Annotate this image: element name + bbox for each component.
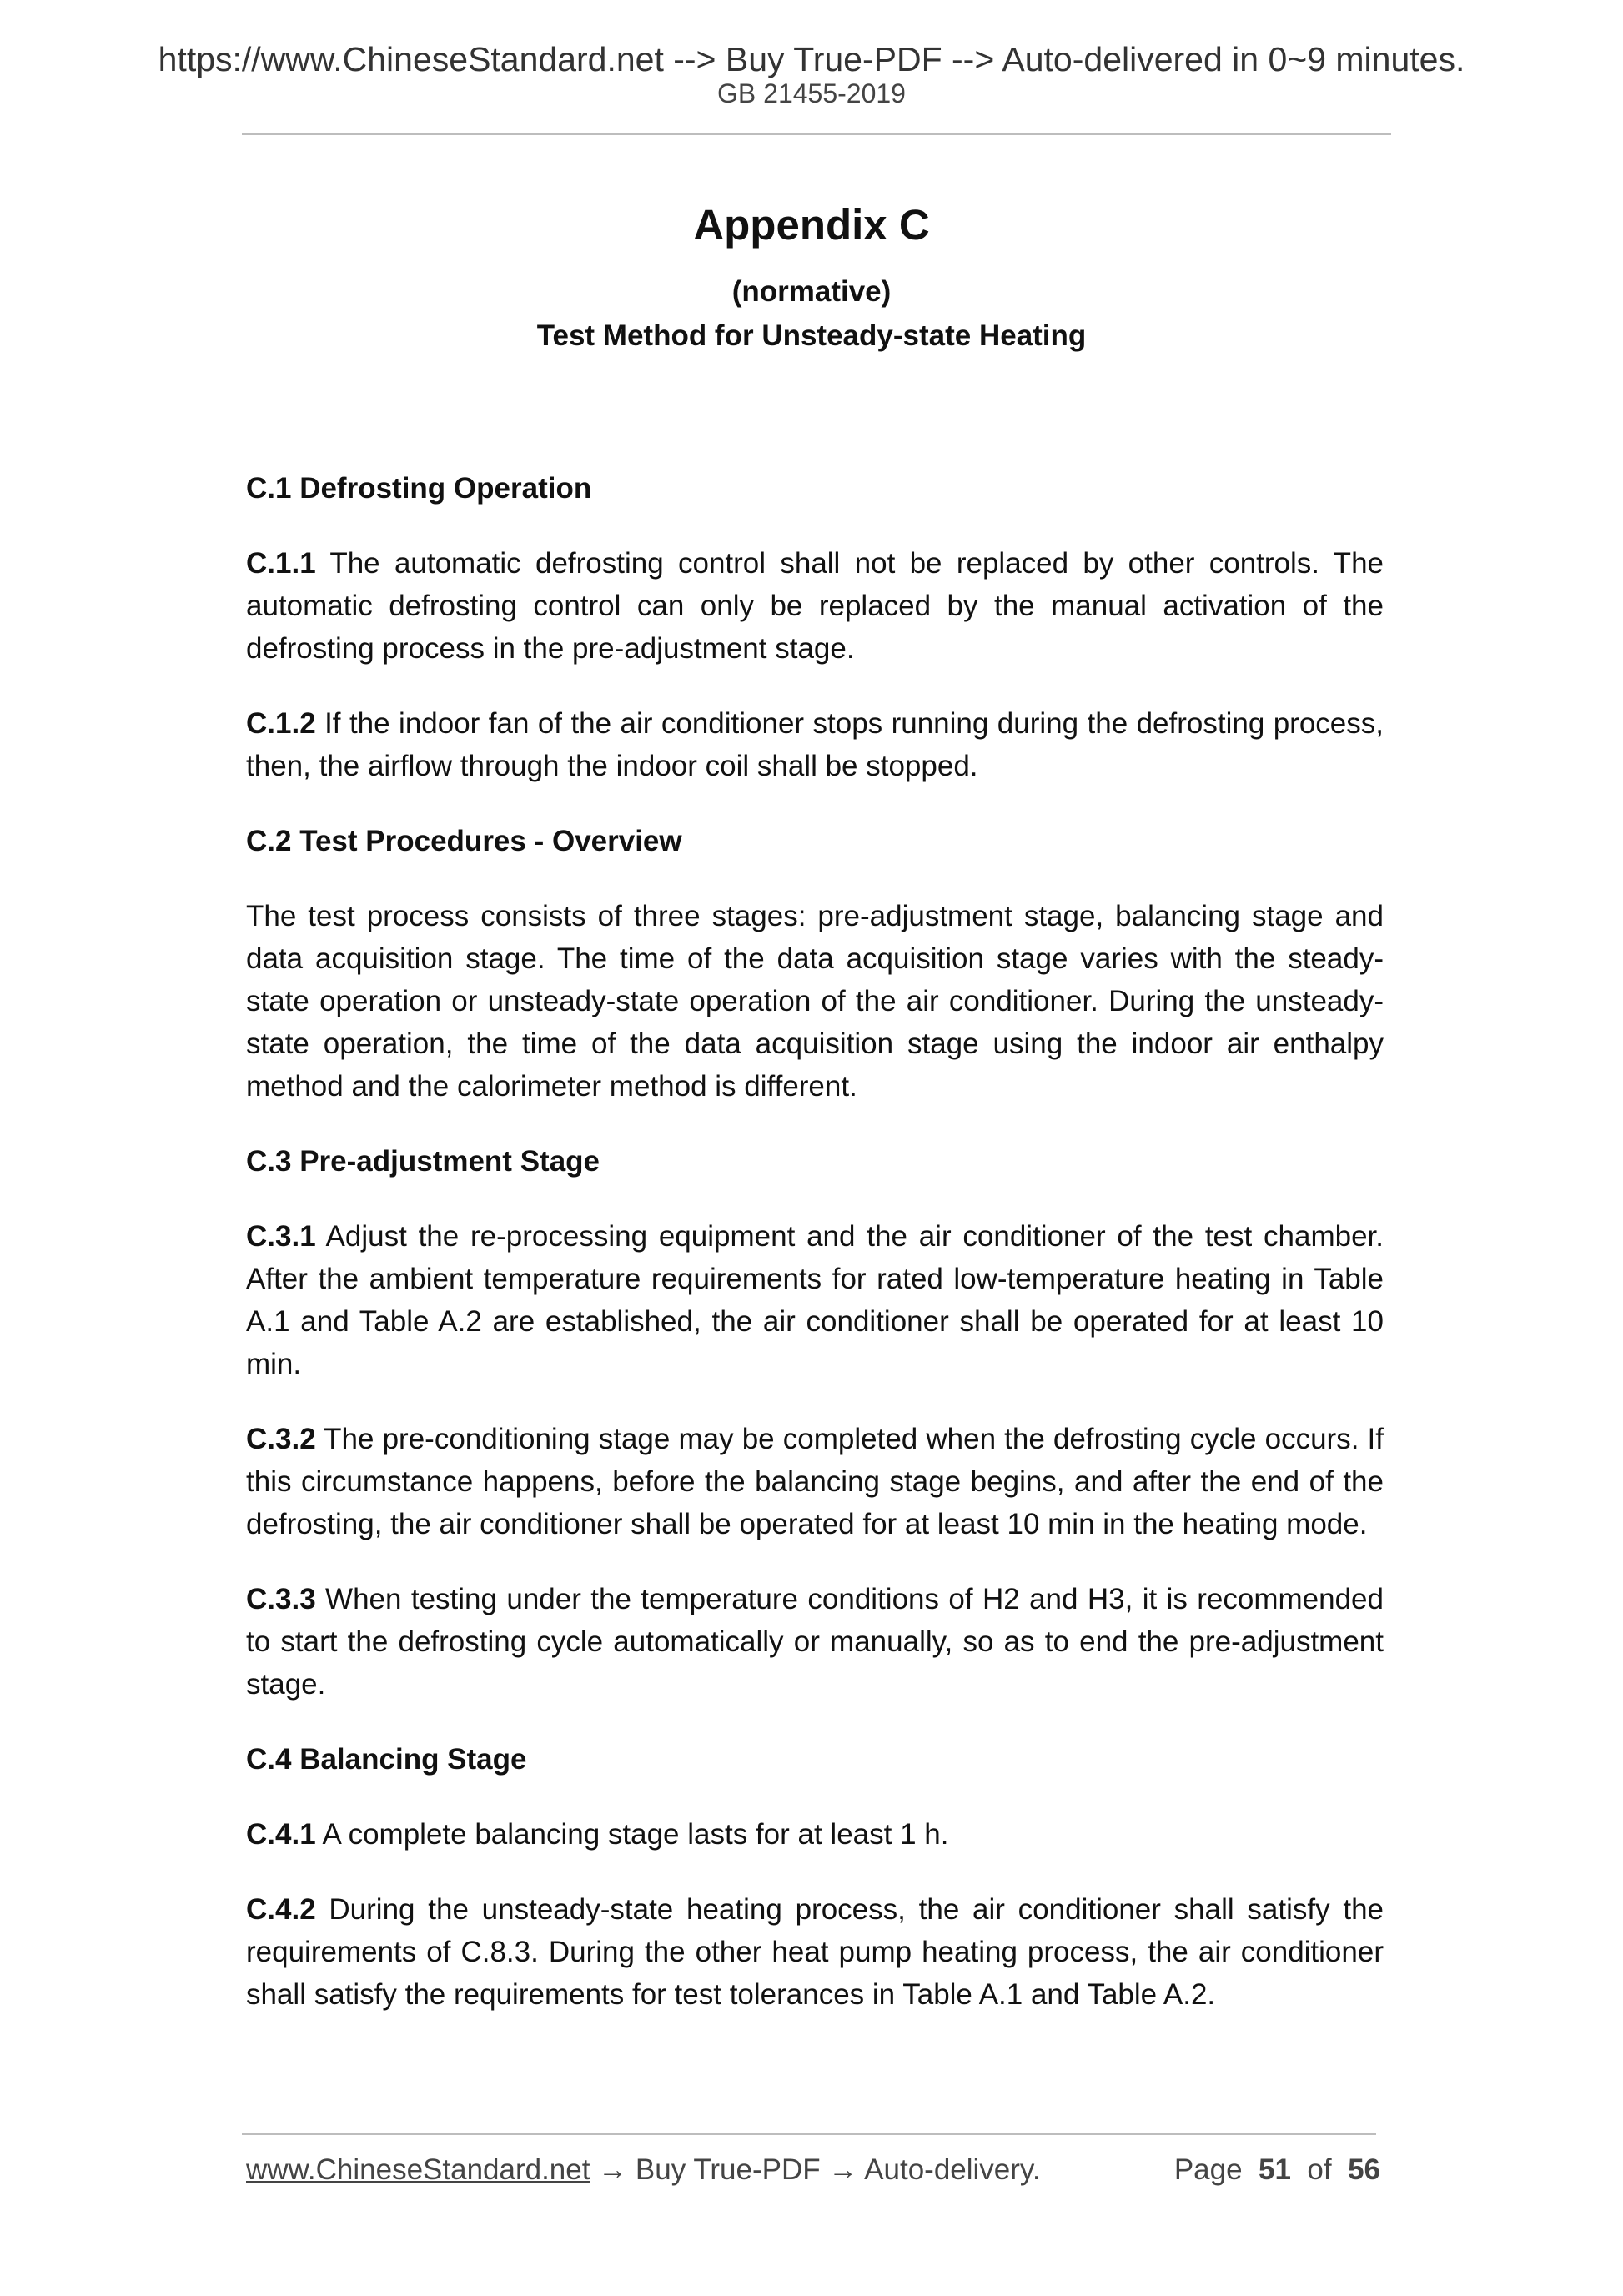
- header-divider: [242, 133, 1391, 135]
- clause-text: Adjust the re-processing equipment and the air conditioner of the test chamber. After the ambient temperature requirements for rated low-temperature heating in Table A.1 and Table A.2 are established, the air conditioner shall be operated for at least 10 min.: [246, 1220, 1384, 1380]
- appendix-title: Appendix C: [693, 201, 930, 249]
- page-current: 51: [1259, 2153, 1291, 2186]
- section-heading-c2: C.2 Test Procedures - Overview: [246, 825, 682, 857]
- clause-text: During the unsteady-state heating process, the air conditioner shall satisfy the requirements of C.8.3. During the other heat pump heating process, the air conditioner shall satisfy the requirements for test tolerances in Table A.1 and Table A.2.: [246, 1893, 1384, 2011]
- section-heading-c3: C.3 Pre-adjustment Stage: [246, 1145, 600, 1178]
- clause-number: C.4.1: [246, 1818, 316, 1851]
- section-heading-c4: C.4 Balancing Stage: [246, 1743, 527, 1776]
- page-label: Page: [1173, 2153, 1243, 2186]
- clause-c-4-1: [246, 1813, 1384, 1856]
- clause-text: A complete balancing stage lasts for at least 1 h.: [315, 1818, 949, 1851]
- clause-text: When testing under the temperature conditions of H2 and H3, it is recommended to start the defrosting cycle automatically or manually, so as to end the pre-adjustment stage.: [246, 1583, 1384, 1701]
- page-footer: [246, 2153, 1380, 2187]
- page-total: 56: [1348, 2153, 1380, 2186]
- clause-number: C.3.2: [246, 1423, 316, 1455]
- clause-c-1-2: [246, 702, 1384, 787]
- clause-text: The automatic defrosting control shall not be replaced by other controls. The automatic defrosting control can only be replaced by the manual activation of the defrosting process in the pre-adjustment stage.: [246, 547, 1384, 665]
- clause-c-3-2: [246, 1418, 1384, 1545]
- clause-number: C.4.2: [246, 1893, 316, 1926]
- page-of: of: [1307, 2153, 1332, 2186]
- top-banner[interactable]: https://www.ChineseStandard.net --> Buy True-PDF --> Auto-delivered in 0~9 minutes.: [158, 40, 1465, 78]
- clause-c-1-1: [246, 542, 1384, 670]
- document-body: [246, 467, 1384, 2048]
- clause-number: C.3.1: [246, 1220, 316, 1253]
- section-heading-c1: C.1 Defrosting Operation: [246, 472, 592, 505]
- page-indicator: [1174, 2153, 1380, 2187]
- clause-number: C.1.1: [246, 547, 316, 580]
- clause-c-2-text: The test process consists of three stages: pre-adjustment stage, balancing stage and data acquisition stage. The time of the data acquisition stage varies with the steady-state operation or unsteady-state operation of the air conditioner. During the unsteady-state operation, the time of the data acquisition stage using the indoor air enthalpy method and the calorimeter method is different.: [246, 900, 1384, 1103]
- clause-c-4-2: [246, 1888, 1384, 2016]
- clause-number: C.1.2: [246, 707, 316, 740]
- standard-code: GB 21455-2019: [717, 78, 906, 108]
- clause-c-3-1: [246, 1215, 1384, 1385]
- clause-text: The pre-conditioning stage may be completed when the defrosting cycle occurs. If this circumstance happens, before the balancing stage begins, and after the end of the defrosting, the air conditioner shall be operated for at least 10 min in the heating mode.: [246, 1423, 1384, 1540]
- clause-text: If the indoor fan of the air conditioner stops running during the defrosting process, then, the airflow through the indoor coil shall be stopped.: [246, 707, 1384, 782]
- footer-site-link[interactable]: www.ChineseStandard.net: [246, 2153, 590, 2186]
- clause-number: C.3.3: [246, 1583, 316, 1615]
- footer-divider: [242, 2133, 1376, 2135]
- footer-tagline: → Buy True-PDF → Auto-delivery.: [590, 2153, 1041, 2186]
- appendix-type: (normative): [731, 275, 892, 308]
- clause-c-3-3: [246, 1578, 1384, 1706]
- appendix-name: Test Method for Unsteady-state Heating: [536, 319, 1087, 352]
